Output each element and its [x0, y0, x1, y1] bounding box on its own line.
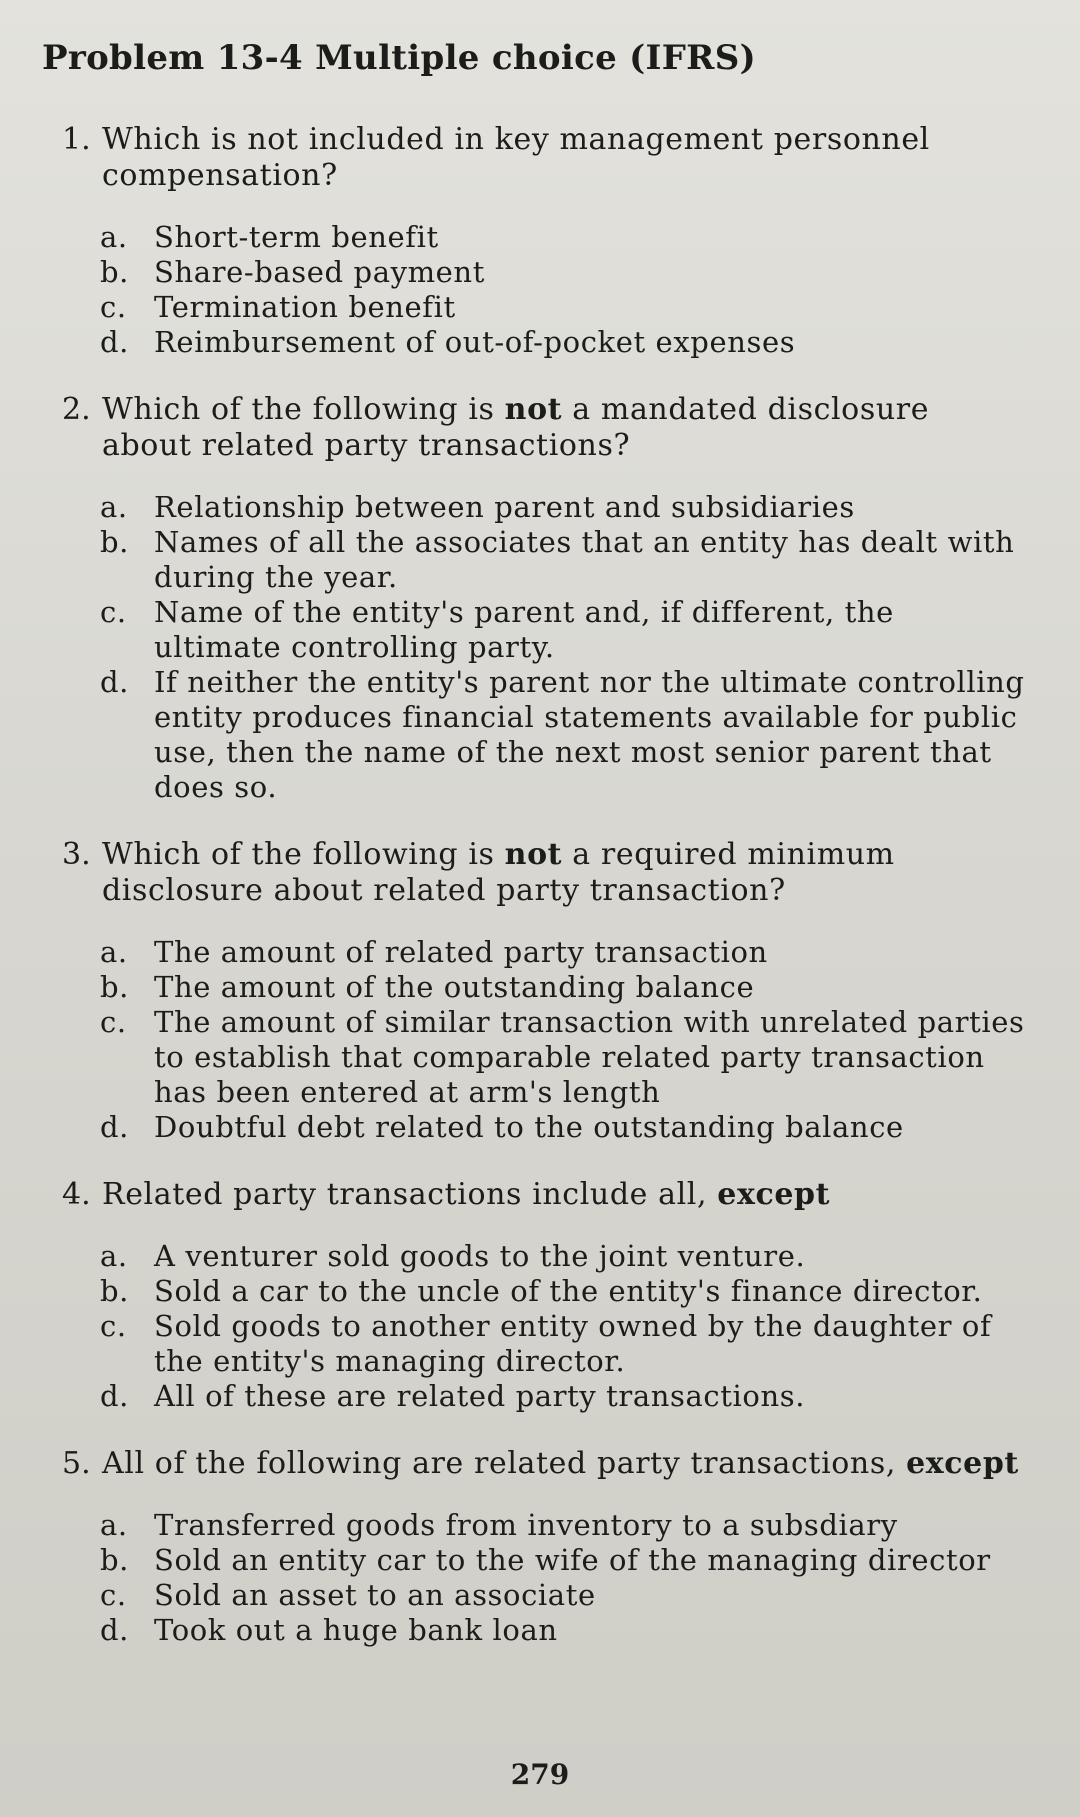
option-b [100, 525, 1028, 595]
question-stem [42, 837, 1028, 909]
question-number: 1. [62, 122, 91, 157]
option-d [100, 1613, 1028, 1648]
question-text-part: Which is not included in key management personnel compensation? [102, 122, 930, 193]
option-text: Sold an asset to an associate [154, 1578, 596, 1612]
option-a [100, 220, 1028, 255]
option-text: Sold goods to another entity owned by the daughter of the entity's managing director. [154, 1309, 992, 1378]
question-text-part: All of the following are related party transactions, [102, 1446, 907, 1481]
option-letter: d. [100, 1110, 129, 1144]
option-letter: a. [100, 220, 128, 254]
option-letter: c. [100, 290, 127, 324]
option-b [100, 255, 1028, 290]
option-b [100, 1274, 1028, 1309]
option-b [100, 970, 1028, 1005]
option-text: Relationship between parent and subsidiaries [154, 490, 855, 524]
question-4 [42, 1177, 1028, 1414]
option-letter: a. [100, 1508, 128, 1542]
option-c [100, 1005, 1028, 1110]
option-b [100, 1543, 1028, 1578]
question-text-part: Which of the following is [102, 392, 505, 427]
option-letter: b. [100, 525, 129, 559]
option-letter: c. [100, 1309, 127, 1343]
question-number: 5. [62, 1446, 91, 1481]
option-a [100, 935, 1028, 970]
question-text [102, 1446, 1028, 1482]
option-text: The amount of related party transaction [154, 935, 768, 969]
question-text [102, 837, 1028, 909]
option-text: Share-based payment [154, 255, 485, 289]
question-3 [42, 837, 1028, 1145]
option-text: Name of the entity's parent and, if different, the ultimate controlling party. [154, 595, 894, 664]
option-letter: a. [100, 935, 128, 969]
option-letter: d. [100, 1613, 129, 1647]
option-text: Termination benefit [154, 290, 456, 324]
option-text: Sold a car to the uncle of the entity's finance director. [154, 1274, 983, 1308]
page-number: 279 [510, 1758, 570, 1791]
answer-options [100, 1508, 1028, 1648]
option-letter: c. [100, 1005, 127, 1039]
option-letter: c. [100, 595, 127, 629]
option-text: Names of all the associates that an entity has dealt with during the year. [154, 525, 1015, 594]
option-letter: b. [100, 970, 129, 1004]
question-1 [42, 122, 1028, 360]
answer-options [100, 490, 1028, 805]
question-number: 2. [62, 392, 91, 427]
question-text-part: a required minimum disclosure about related party transaction? [102, 837, 895, 908]
question-stem [42, 392, 1028, 464]
option-text: All of these are related party transactions. [154, 1379, 806, 1413]
option-text: The amount of similar transaction with unrelated parties to establish that comparable related party transaction has been entered at arm's length [154, 1005, 1025, 1109]
question-emphasis: except [717, 1177, 831, 1212]
question-text [102, 1177, 1028, 1213]
option-letter: a. [100, 1239, 128, 1273]
question-5 [42, 1446, 1028, 1648]
answer-options [100, 220, 1028, 360]
option-text: Reimbursement of out-of-pocket expenses [154, 325, 796, 359]
option-d [100, 1110, 1028, 1145]
question-emphasis: not [504, 837, 563, 872]
question-number: 3. [62, 837, 91, 872]
option-d [100, 665, 1028, 805]
question-text [102, 122, 1028, 194]
option-a [100, 1508, 1028, 1543]
option-text: Sold an entity car to the wife of the managing director [154, 1543, 991, 1577]
option-text: A venturer sold goods to the joint venture. [154, 1239, 806, 1273]
question-stem [42, 122, 1028, 194]
answer-options [100, 1239, 1028, 1414]
question-2 [42, 392, 1028, 805]
option-letter: b. [100, 255, 129, 289]
option-letter: d. [100, 325, 129, 359]
question-text-part: Related party transactions include all, [102, 1177, 718, 1212]
option-letter: a. [100, 490, 128, 524]
option-text: The amount of the outstanding balance [154, 970, 755, 1004]
option-d [100, 325, 1028, 360]
question-text-part: a mandated disclosure about related party transactions? [102, 392, 930, 463]
answer-options [100, 935, 1028, 1145]
option-a [100, 1239, 1028, 1274]
option-text: If neither the entity's parent nor the ultimate controlling entity produces financial statements available for public use, then the name of the next most senior parent that does so. [154, 665, 1025, 804]
option-c [100, 1309, 1028, 1379]
option-c [100, 290, 1028, 325]
problem-title: Problem 13-4 Multiple choice (IFRS) [42, 38, 756, 78]
option-letter: c. [100, 1578, 127, 1612]
question-text [102, 392, 1028, 464]
option-a [100, 490, 1028, 525]
question-emphasis: except [906, 1446, 1019, 1481]
option-letter: d. [100, 665, 129, 699]
question-stem [42, 1177, 1028, 1213]
question-text-part: Which of the following is [102, 837, 505, 872]
question-emphasis: not [504, 392, 563, 427]
option-c [100, 1578, 1028, 1613]
option-c [100, 595, 1028, 665]
option-d [100, 1379, 1028, 1414]
option-text: Took out a huge bank loan [154, 1613, 558, 1647]
question-number: 4. [62, 1177, 91, 1212]
option-text: Transferred goods from inventory to a subsdiary [154, 1508, 898, 1542]
option-text: Doubtful debt related to the outstanding balance [154, 1110, 904, 1144]
option-text: Short-term benefit [154, 220, 439, 254]
question-stem [42, 1446, 1028, 1482]
option-letter: b. [100, 1543, 129, 1577]
option-letter: b. [100, 1274, 129, 1308]
option-letter: d. [100, 1379, 129, 1413]
